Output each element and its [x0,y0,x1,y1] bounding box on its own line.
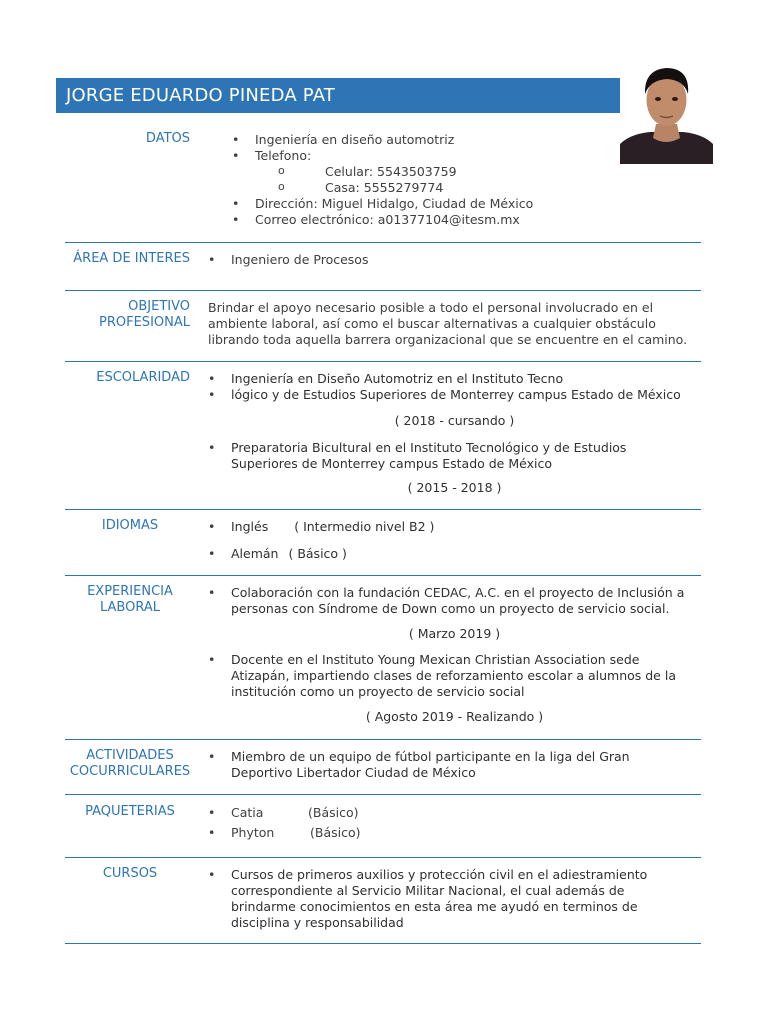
area-content [208,252,701,268]
label-line: OBJETIVO [128,299,190,314]
date-range: ( Agosto 2019 - Realizando ) [365,709,544,724]
text-line: • Docente en el Instituto Young Mexican Christian Association sede [231,652,640,667]
section-experiencia [65,576,701,740]
date-range: ( 2015 - 2018 ) [407,480,502,495]
idiomas-content [208,519,701,562]
text-line: institución como un proyecto de servicio social [231,684,525,699]
section-actividades [65,740,701,795]
actividades-content [208,749,701,781]
text-line: Deportivo Libertador Ciudad de México [231,765,476,780]
language-name: Alemán [231,546,279,561]
section-escolaridad [65,362,701,510]
objetivo-content [208,300,701,348]
language-name: Inglés [231,519,269,534]
text-line: disciplina y responsabilidad [231,915,404,930]
list-item [208,805,701,821]
list-item [208,867,701,931]
label-line: COCURRICULARES [69,764,191,779]
list-item [208,652,701,700]
text-line: correspondiente al Servicio Militar Nacional, el cual además de [231,883,625,898]
cursos-content [208,867,701,931]
text-line: brindarme conocimientos en esta área me ayudó en terminos de [231,899,638,914]
list-item [208,440,701,472]
section-paqueterias [65,795,701,858]
list-item [208,585,701,617]
section-objetivo [65,291,701,362]
list-item: o Casa: 5555279774 [278,180,701,196]
list-item: • Dirección: Miguel Hidalgo, Ciudad de México [232,196,701,212]
text-line: Atizapán, impartiendo clases de reforzamiento escolar a alumnos de la [231,668,676,683]
text-line: Brindar el apoyo necesario posible a todo el personal involucrado en el [208,300,654,315]
section-label-experiencia [55,584,205,616]
text-line: personas con Síndrome de Down como un proyecto de servicio social. [231,601,670,616]
section-label-datos: DATOS [145,131,190,146]
section-cursos [65,858,701,944]
text-line: • Cursos de primeros auxilios y protección civil en el adiestramiento [231,867,648,882]
section-label-actividades [55,748,205,780]
language-level: ( Intermedio nivel B2 ) [294,519,435,534]
section-label-area: ÁREA DE INTERES [73,251,190,266]
text-line: • Colaboración con la fundación CEDAC, A.C. en el proyecto de Inclusión a [231,585,685,600]
label-line: PROFESIONAL [99,315,190,330]
date-range: ( Marzo 2019 ) [408,626,501,641]
section-idiomas [65,510,701,576]
list-item: o Celular: 5543503759 [278,164,701,180]
list-item [208,546,701,562]
section-datos [65,128,701,243]
section-area-interes [65,243,701,291]
label-line: EXPERIENCIA [87,584,173,599]
section-label-objetivo [65,299,190,331]
experiencia-content [208,585,701,725]
list-item: • Correo electrónico: a01377104@itesm.mx [232,212,701,228]
candidate-name: JORGE EDUARDO PINEDA PAT [66,85,335,106]
label-line: ACTIVIDADES [86,748,174,763]
text-line: ambiente laboral, así como el buscar alternativas a cualquier obstáculo [208,316,656,331]
paqueterias-content [208,805,701,841]
date-range: ( 2018 - cursando ) [394,413,515,428]
section-label-escolaridad: ESCOLARIDAD [96,370,190,385]
name-banner [56,78,620,113]
escolaridad-content [208,371,701,496]
list-item [208,749,701,781]
package-name: Phyton [231,825,275,840]
section-label-idiomas: IDIOMAS [101,518,159,533]
text-line: Superiores de Monterrey campus Estado de México [231,456,552,471]
list-item: • Telefono: [232,148,701,164]
section-label-paqueterias: PAQUETERIAS [85,804,175,819]
text-line: • Preparatoria Bicultural en el Instituto Tecnológico y de Estudios [231,440,627,455]
list-item [208,519,701,535]
list-item: • Ingeniería en Diseño Automotriz en el Instituto Tecno [208,371,701,387]
package-level: (Básico) [310,825,361,840]
package-level: (Básico) [308,805,359,820]
text-line: librando toda aquella barrera organizacional que se encuentre en el camino. [208,332,688,347]
list-item: • Ingeniería en diseño automotriz [232,132,701,148]
datos-content [232,132,701,228]
section-label-cursos: CURSOS [102,866,158,881]
list-item: • Ingeniero de Procesos [208,252,701,268]
package-name: Catia [231,805,264,820]
text-line: • Miembro de un equipo de fútbol participante en la liga del Gran [231,749,630,764]
label-line: LABORAL [100,600,160,615]
language-level: ( Básico ) [288,546,347,561]
list-item: • lógico y de Estudios Superiores de Monterrey campus Estado de México [208,387,701,403]
list-item [208,825,701,841]
